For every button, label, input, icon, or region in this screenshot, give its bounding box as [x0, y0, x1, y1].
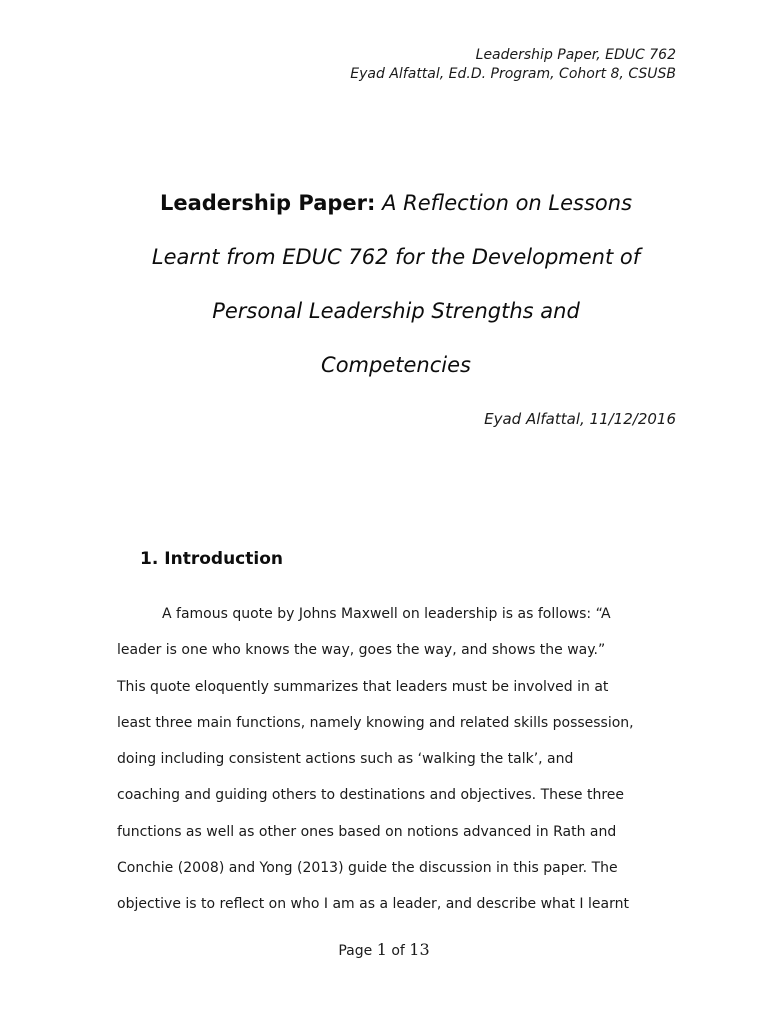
title-italic-part-1: A Reflection on Lessons [375, 191, 633, 215]
author-date: Eyad Alfattal, 11/12/2016 [484, 410, 676, 428]
title-line-1 [110, 176, 682, 230]
title-line-3: Personal Leadership Strengths and [212, 299, 580, 323]
current-page-number: 1 [376, 940, 387, 959]
of-label: of [391, 943, 405, 959]
paper-title [110, 176, 682, 392]
body-line: leader is one who knows the way, goes the way, and shows the way.” [117, 642, 606, 659]
title-bold-part: Leadership Paper: [159, 191, 376, 215]
title-line-4: Competencies [321, 353, 471, 377]
body-line: A famous quote by Johns Maxwell on leadership is as follows: “A [162, 606, 611, 622]
page-label: Page [338, 943, 373, 959]
body-line: least three main functions, namely knowing and related skills possession, [117, 714, 634, 731]
header-course-line: Leadership Paper, EDUC 762 [475, 47, 676, 63]
body-line: functions as well as other ones based on notions advanced in Rath and [117, 823, 617, 840]
body-line: coaching and guiding others to destinations and objectives. These three [117, 787, 625, 804]
section-heading [140, 549, 283, 569]
title-line-2: Learnt from EDUC 762 for the Development of [151, 245, 641, 269]
body-line: This quote eloquently summarizes that leaders must be involved in at [117, 678, 609, 695]
body-line: objective is to reflect on who I am as a leader, and describe what I learnt [117, 896, 629, 913]
section-title: Introduction [164, 549, 283, 569]
page-footer [0, 940, 768, 959]
body-line: doing including consistent actions such as ‘walking the talk’, and [117, 751, 574, 768]
body-paragraph [117, 596, 677, 923]
body-line: Conchie (2008) and Yong (2013) guide the discussion in this paper. The [117, 860, 618, 877]
section-number: 1. [140, 549, 159, 569]
running-header [350, 46, 676, 84]
header-author-line: Eyad Alfattal, Ed.D. Program, Cohort 8, CSUSB [350, 66, 676, 82]
total-pages-number: 13 [409, 940, 430, 959]
